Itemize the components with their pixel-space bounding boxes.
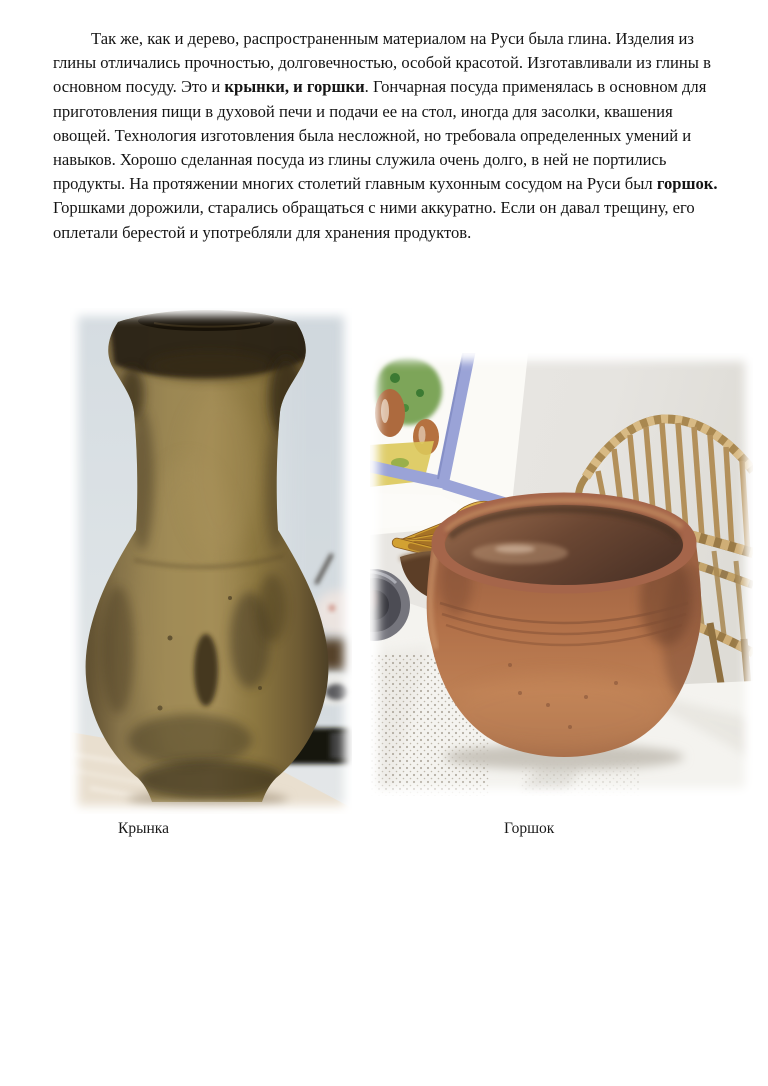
paragraph-text: Горшками дорожили, старались обращаться с ними аккуратно. Если он давал трещину, его оплетали берестой и употребляли для хранения продуктов. <box>53 198 695 242</box>
bold-gorshok: горшок. <box>656 174 718 194</box>
caption-krynka: Крынка <box>118 820 169 837</box>
body-paragraph <box>53 27 720 245</box>
krynka-illustration <box>70 308 352 814</box>
caption-gorshok: Горшок <box>504 820 555 837</box>
paragraph-text: . Гончарная посуда применялась в основном для приготовления пищи в духовой печи и подачи ее на стол, иногда для засолки, квашения овощей. Технология изготовления была несложной, но требовала определенных умений и навыков. Хорошо сделанная посуда из глины служила очень долго, в ней не портились продукты. На протяжении многих столетий главным кухонным сосудом на Руси был <box>53 77 707 194</box>
bold-krynki-i-gorshki: крынки, и горшки <box>224 77 365 97</box>
jug-opening <box>138 311 274 331</box>
clay-jug <box>86 308 329 802</box>
krynka-photo <box>70 308 352 814</box>
paragraph-text: Так же, как и дерево, распространенным материалом на Руси была глина. Изделия из глины отличались прочностью, долговечностью, особой красотой. Изготавливали из глины в основном посуду. Это и <box>53 29 711 97</box>
gorshok-photo <box>370 353 753 796</box>
gorshok-illustration <box>370 353 753 796</box>
